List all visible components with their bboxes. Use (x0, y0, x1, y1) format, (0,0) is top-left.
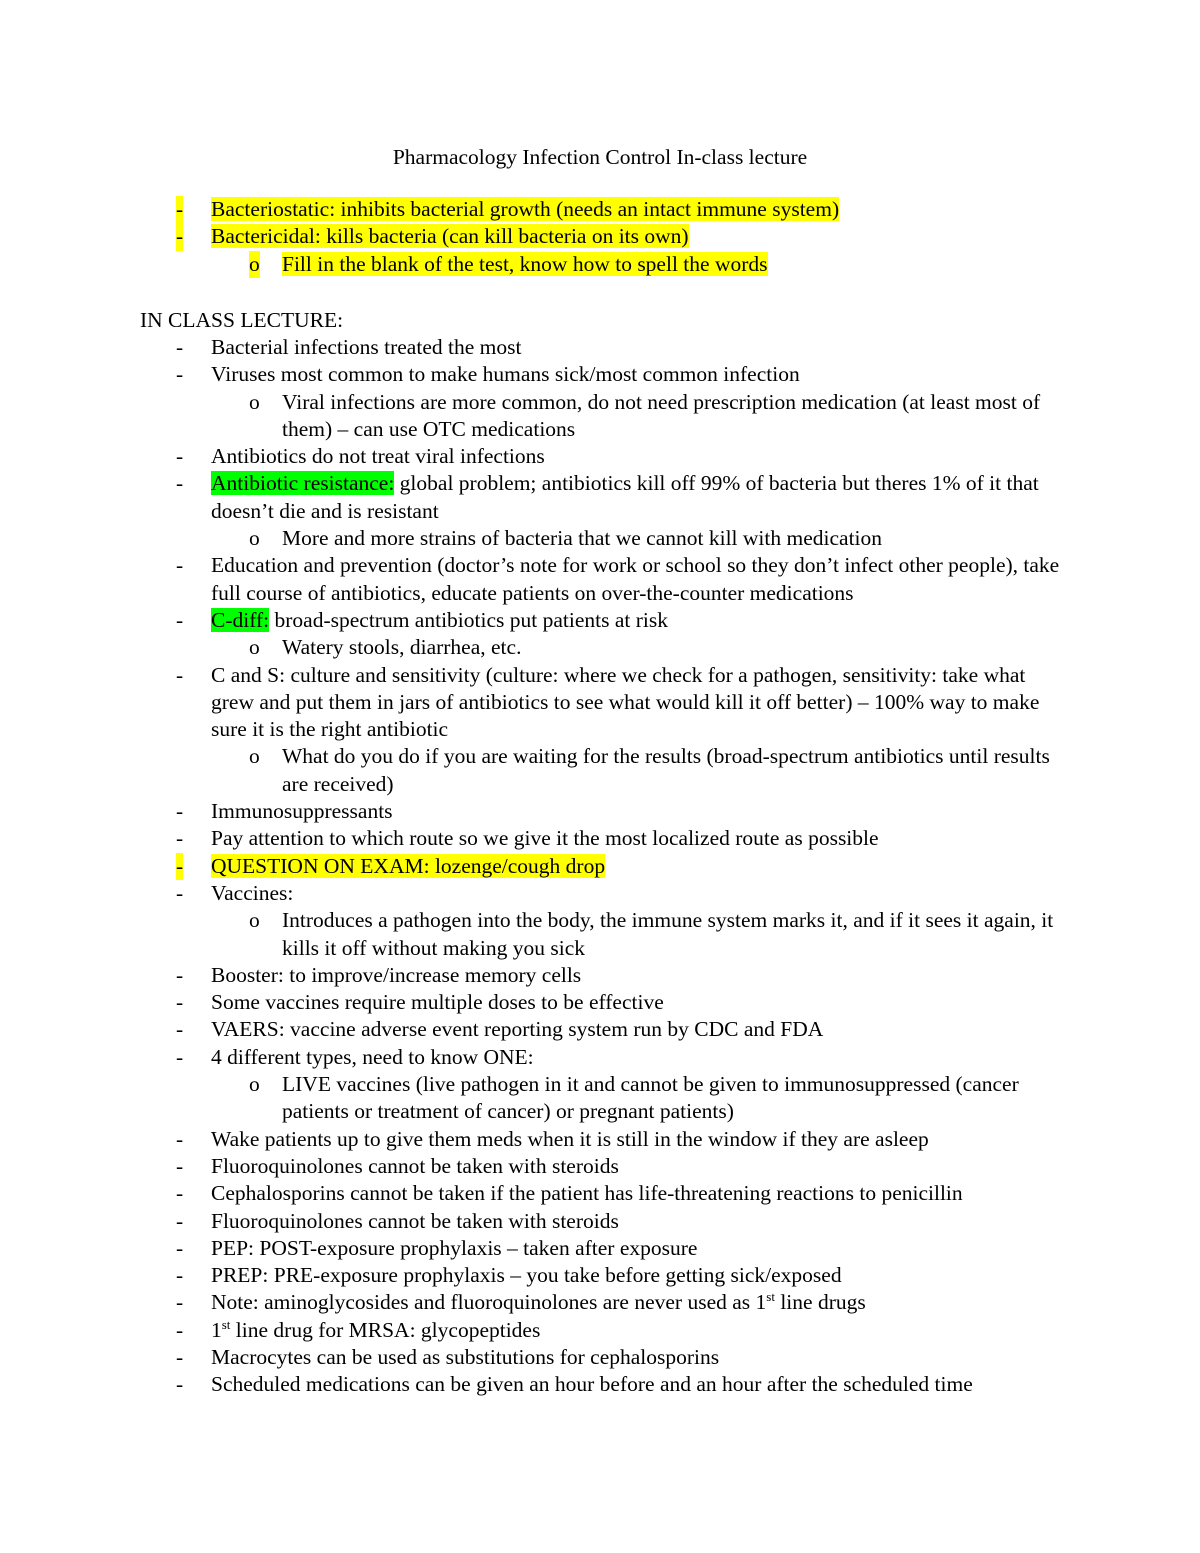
bullet-dash: - (176, 471, 184, 496)
bullet-dash: - (176, 1208, 184, 1233)
list-item-text: What do you do if you are waiting for the results (broad-spectrum antibiotics until results are received) (282, 744, 1050, 796)
sub-list-item (0, 251, 1200, 278)
bullet-dash: - (176, 223, 183, 250)
list-item-text: LIVE vaccines (live pathogen in it and cannot be given to immunosuppressed (cancer patients or treatment of cancer) or pregnant patients) (282, 1072, 1019, 1124)
bullet-dash: - (176, 1126, 184, 1151)
list-item-text: Fluoroquinolones cannot be taken with steroids (211, 1208, 619, 1233)
page-title: Pharmacology Infection Control In-class lecture (392, 145, 808, 169)
list-item-text: Cephalosporins cannot be taken if the patient has life-threatening reactions to penicillin (211, 1181, 963, 1206)
list-item (0, 1262, 1200, 1289)
list-item-text: More and more strains of bacteria that we cannot kill with medication (282, 526, 883, 551)
bullet-dash: - (176, 880, 184, 905)
section-heading: IN CLASS LECTURE: (140, 308, 344, 332)
bullet-dash: - (176, 1263, 184, 1288)
list-item-text: Education and prevention (doctor’s note for work or school so they don’t infect other people), take full course of antibiotics, educate patients on over-the-counter medications (211, 553, 1060, 605)
list-item-text: line drug for MRSA: glycopeptides (230, 1317, 541, 1342)
bullet-dash: - (176, 335, 184, 359)
sub-list-item (0, 907, 1200, 962)
list-item-text: 4 different types, need to know ONE: (211, 1044, 534, 1069)
bullet-circle: o (249, 1072, 260, 1097)
bullet-dash: - (176, 826, 184, 851)
bullet-dash: - (176, 853, 183, 880)
list-item (0, 196, 1200, 223)
bullet-dash: - (176, 362, 184, 387)
list-item-text: Wake patients up to give them meds when it is still in the window if they are asleep (211, 1126, 929, 1151)
list-item-text: Introduces a pathogen into the body, the immune system marks it, and if it sees it again, it kills it off without making you sick (282, 908, 1054, 960)
top-list (0, 196, 1200, 278)
list-item-text: PEP: POST-exposure prophylaxis – taken after exposure (211, 1235, 698, 1260)
list-item-text: Pay attention to which route so we give it the most localized route as possible (211, 826, 879, 851)
list-item (0, 825, 1200, 852)
list-item (0, 1180, 1200, 1207)
bullet-dash: - (176, 662, 184, 687)
bullet-dash: - (176, 1290, 184, 1315)
bullet-dash: - (176, 799, 184, 824)
bullet-circle: o (249, 526, 260, 551)
sub-list-item (0, 634, 1200, 661)
list-item-text: Viral infections are more common, do not need prescription medication (at least most of them) – can use OTC medications (282, 389, 1041, 441)
list-item (0, 1235, 1200, 1262)
list-item (0, 989, 1200, 1016)
list-item (0, 962, 1200, 989)
list-item-text: Viruses most common to make humans sick/most common infection (211, 362, 800, 387)
list-item-text: VAERS: vaccine adverse event reporting system run by CDC and FDA (211, 1017, 824, 1042)
bullet-dash: - (176, 1153, 184, 1178)
bullet-dash: - (176, 444, 184, 469)
list-item (0, 1153, 1200, 1180)
list-item (0, 443, 1200, 470)
list-item-text: Immunosuppressants (211, 799, 393, 824)
list-item (0, 1344, 1200, 1371)
bullet-dash: - (176, 607, 184, 632)
list-item-text: Bacteriostatic: inhibits bacterial growth (needs an intact immune system) (211, 197, 840, 221)
bullet-dash: - (176, 990, 184, 1015)
list-item (0, 853, 1200, 880)
list-item (0, 1044, 1200, 1071)
list-item-text: Antibiotics do not treat viral infections (211, 444, 545, 469)
list-item-text: Some vaccines require multiple doses to be effective (211, 990, 664, 1015)
list-item-text: Booster: to improve/increase memory cells (211, 962, 582, 987)
list-item (0, 607, 1200, 634)
bullet-dash: - (176, 553, 184, 578)
list-item (0, 552, 1200, 607)
ordinal-suffix: st (221, 1316, 231, 1332)
bullet-dash: - (176, 1017, 184, 1042)
bullet-dash: - (176, 962, 184, 987)
bullet-circle: o (249, 251, 260, 278)
list-item (0, 1126, 1200, 1153)
bullet-dash: - (176, 1181, 184, 1206)
bullet-dash: - (176, 196, 183, 223)
list-item (0, 1317, 1200, 1344)
list-item (0, 880, 1200, 907)
list-item (0, 1016, 1200, 1043)
sub-list-item (0, 389, 1200, 444)
sub-list-item (0, 743, 1200, 798)
list-item-text: Watery stools, diarrhea, etc. (282, 635, 522, 660)
list-item (0, 1208, 1200, 1235)
highlighted-term: C-diff: (211, 607, 270, 632)
list-item-text: PREP: PRE-exposure prophylaxis – you take before getting sick/exposed (211, 1263, 842, 1288)
exam-question-text: QUESTION ON EXAM: lozenge/cough drop (211, 853, 606, 878)
list-item-text: Scheduled medications can be given an hour before and an hour after the scheduled time (211, 1372, 973, 1397)
bullet-dash: - (176, 1235, 184, 1260)
bullet-dash: - (176, 1372, 184, 1397)
bullet-dash: - (176, 1317, 184, 1342)
list-item-text: Fluoroquinolones cannot be taken with steroids (211, 1153, 619, 1178)
list-item-text: Vaccines: (211, 880, 294, 905)
list-item-text: Macrocytes can be used as substitutions for cephalosporins (211, 1344, 720, 1369)
list-item (0, 223, 1200, 250)
list-item (0, 662, 1200, 744)
sub-list-item (0, 525, 1200, 552)
list-item-text: Note: aminoglycosides and fluoroquinolones are never used as 1 (211, 1290, 767, 1315)
bullet-circle: o (249, 389, 260, 414)
list-item (0, 334, 1200, 361)
list-item (0, 1371, 1200, 1398)
list-item (0, 361, 1200, 388)
highlighted-term: Antibiotic resistance: (211, 471, 395, 496)
sub-list-item (0, 1071, 1200, 1126)
list-item (0, 470, 1200, 525)
lecture-list (0, 334, 1200, 1399)
bullet-dash: - (176, 1044, 184, 1069)
list-item-text: 1 (211, 1317, 222, 1342)
ordinal-suffix: st (766, 1289, 775, 1305)
bullet-dash: - (176, 1344, 184, 1369)
list-item-text: line drugs (774, 1290, 866, 1315)
list-item-text: C and S: culture and sensitivity (culture: where we check for a pathogen, sensitivity: take what grew and put them in jars of antibiotics to see what would kill it off better) – 100% way to make sure it is the right antibiotic (211, 662, 1040, 742)
list-item (0, 1289, 1200, 1316)
list-item-text: global problem; antibiotics kill off 99% of bacteria but theres 1% of it that doesn’t die and is resistant (211, 471, 1039, 523)
list-item-text: Bacterial infections treated the most (211, 335, 522, 359)
list-item-text: Bactericidal: kills bacteria (can kill bacteria on its own) (211, 224, 689, 249)
bullet-circle: o (249, 744, 260, 769)
list-item-text: broad-spectrum antibiotics put patients at risk (269, 607, 668, 632)
list-item (0, 798, 1200, 825)
bullet-circle: o (249, 908, 260, 933)
list-item-text: Fill in the blank of the test, know how to spell the words (282, 251, 768, 276)
bullet-circle: o (249, 635, 260, 660)
